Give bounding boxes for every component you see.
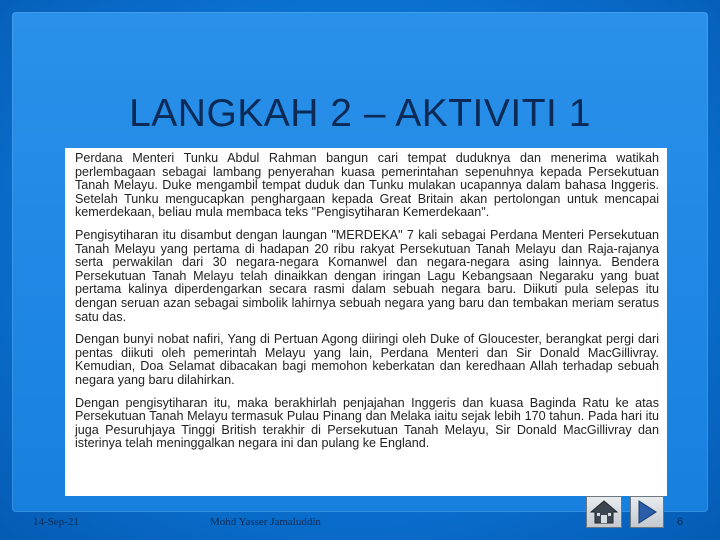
paragraph-2: Pengisytiharan itu disambut dengan laungan "MERDEKA" 7 kali sebagai Perdana Menteri Persekutuan Tanah Melayu yang pertama di hadapan 20 ribu rakyat Persekutuan Tanah Melayu dan Raja-rajanya serta perwakilan dari 30 negara-negara Komanwel dan negara-negara asing lainnya. Bendera Persekutuan Tanah Melayu telah dinaikkan dengan iringan Lagu Kebangsaan Negaraku yang buat pertama kalinya diperdengarkan secara rasmi dalam sebuah negara baru. Diikuti pula selepas itu dengan seruan azan sebagai simbolik lahirnya sebuah negara yang baru dan tembakan meriam seratus satu das. bbox=[75, 227, 659, 324]
slide-title: LANGKAH 2 – AKTIVITI 1 bbox=[129, 92, 591, 135]
footer-author: Mohd Yasser Jamaluddin bbox=[210, 516, 321, 528]
next-slide-button[interactable] bbox=[630, 496, 664, 528]
paragraph-1: Perdana Menteri Tunku Abdul Rahman bangun cari tempat duduknya dan menerima watikah perlembagaan sebagai lambang penyerahan kuasa pemerintahan sepenuhnya kepada Persekutuan Tanah Melayu. Duke mengambil tempat duduk dan Tunku mulakan ucapannya dalam bahasa Inggeris. Setelah Tunku mengucapkan penghargaan kepada Great Britain akan pertolongan untuk mencapai kemerdekaan, beliau mula membaca teks "Pengisytiharan Kemerdekaan". bbox=[75, 151, 659, 220]
footer-date: 14-Sep-21 bbox=[33, 516, 79, 528]
home-icon bbox=[590, 499, 618, 525]
paragraph-4: Dengan pengisytiharan itu, maka berakhirlah penjajahan Inggeris dan kuasa Baginda Ratu ke atas Persekutuan Tanah Melayu termasuk Pulau Pinang dan Melaka iaitu sejak lebih 170 tahun. Pada hari itu juga Pesuruhjaya Tinggi British terakhir di Persekutuan Tanah Melayu, Sir Donald MacGillivray dan isterinya telah meninggalkan negara ini dan pulang ke England. bbox=[75, 395, 659, 451]
content-text-box bbox=[65, 148, 667, 496]
home-button[interactable] bbox=[586, 496, 622, 528]
paragraph-3: Dengan bunyi nobat nafiri, Yang di Pertuan Agong diiringi oleh Duke of Gloucester, berangkat pergi dari pentas diikuti oleh pemerintah Melayu yang lain, Perdana Menteri dan Sir Donald MacGillivray. Kemudian, Doa Selamat dibacakan bagi memohon keberkatan dan keredhaan Allah terhadap sebuah negara yang baru dilahirkan. bbox=[75, 332, 659, 387]
page-number: 6 bbox=[677, 516, 684, 528]
next-arrow-icon bbox=[634, 499, 660, 525]
